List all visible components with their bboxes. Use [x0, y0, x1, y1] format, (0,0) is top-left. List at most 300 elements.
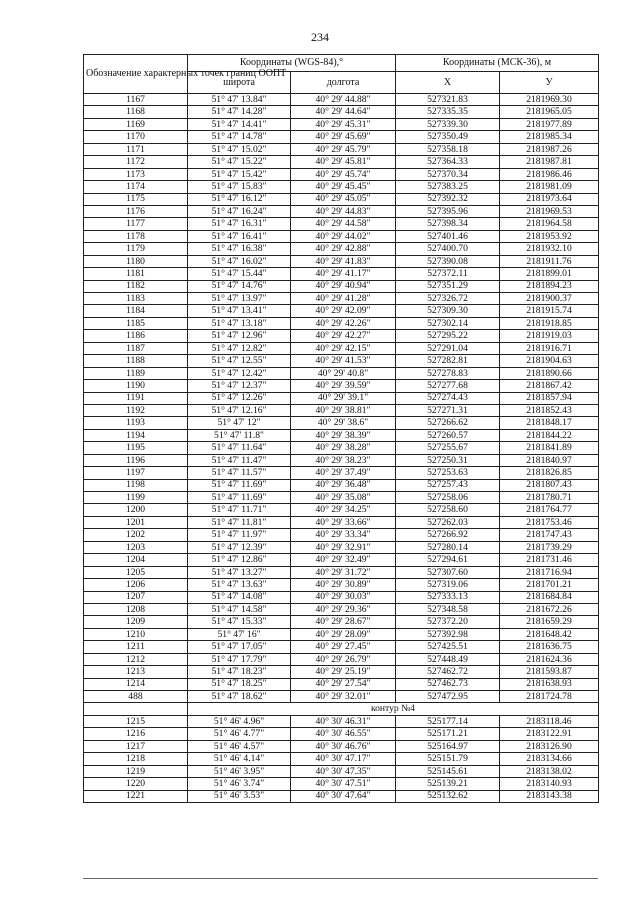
table-row — [84, 591, 599, 603]
point-id-cell: 1197 — [84, 467, 188, 479]
y-cell: 2181659.29 — [500, 616, 599, 628]
coordinates-table — [83, 54, 599, 803]
y-cell: 2181932.10 — [500, 243, 599, 255]
latitude-cell: 51° 47' 11.97" — [188, 529, 291, 541]
table-row — [84, 467, 599, 479]
longitude-cell: 40° 29' 34.25" — [291, 504, 396, 516]
point-id-cell: 1208 — [84, 603, 188, 615]
latitude-cell: 51° 47' 15.02" — [188, 143, 291, 155]
point-id-cell: 1169 — [84, 118, 188, 130]
y-cell: 2181684.84 — [500, 591, 599, 603]
longitude-cell: 40° 29' 39.1" — [291, 392, 396, 404]
table-row — [84, 355, 599, 367]
longitude-cell: 40° 30' 47.17" — [291, 753, 396, 765]
table-row — [84, 790, 599, 802]
table-body — [84, 94, 599, 803]
page-number: 234 — [311, 30, 329, 44]
latitude-cell: 51° 46' 4.77" — [188, 728, 291, 740]
latitude-cell: 51° 47' 13.84" — [188, 94, 291, 106]
y-cell: 2181919.03 — [500, 330, 599, 342]
contour-empty-cell — [84, 703, 188, 715]
point-id-cell: 1191 — [84, 392, 188, 404]
longitude-cell: 40° 29' 45.69" — [291, 131, 396, 143]
x-cell: 527319.06 — [396, 579, 500, 591]
x-cell: 527348.58 — [396, 603, 500, 615]
table-row — [84, 230, 599, 242]
longitude-cell: 40° 29' 45.79" — [291, 143, 396, 155]
table-header — [84, 55, 599, 94]
table-row — [84, 94, 599, 106]
table-row — [84, 653, 599, 665]
table-row — [84, 492, 599, 504]
latitude-cell: 51° 47' 13.18" — [188, 317, 291, 329]
y-cell: 2181848.17 — [500, 417, 599, 429]
table-row — [84, 504, 599, 516]
x-cell: 527321.83 — [396, 94, 500, 106]
y-cell: 2181965.05 — [500, 106, 599, 118]
y-cell: 2181841.89 — [500, 442, 599, 454]
x-cell: 527392.32 — [396, 193, 500, 205]
point-id-cell: 1205 — [84, 566, 188, 578]
header-row-top — [84, 55, 599, 72]
longitude-cell: 40° 29' 30.03" — [291, 591, 396, 603]
point-id-cell: 1196 — [84, 454, 188, 466]
point-id-cell: 1192 — [84, 404, 188, 416]
table-row — [84, 479, 599, 491]
x-cell: 527257.43 — [396, 479, 500, 491]
table-row — [84, 666, 599, 678]
y-cell: 2181780.71 — [500, 492, 599, 504]
x-cell: 527390.08 — [396, 255, 500, 267]
point-id-cell: 1195 — [84, 442, 188, 454]
table-row — [84, 404, 599, 416]
y-cell: 2181987.81 — [500, 156, 599, 168]
x-cell: 525177.14 — [396, 715, 500, 727]
latitude-cell: 51° 47' 18.62" — [188, 691, 291, 703]
table-row — [84, 268, 599, 280]
longitude-cell: 40° 30' 46.76" — [291, 740, 396, 752]
y-cell: 2181747.43 — [500, 529, 599, 541]
table-row — [84, 429, 599, 441]
y-cell: 2181672.26 — [500, 603, 599, 615]
y-cell: 2181840.97 — [500, 454, 599, 466]
latitude-cell: 51° 47' 11.57" — [188, 467, 291, 479]
x-cell: 527253.63 — [396, 467, 500, 479]
table-row — [84, 417, 599, 429]
point-id-cell: 1173 — [84, 168, 188, 180]
y-cell: 2181753.46 — [500, 516, 599, 528]
table-row — [84, 280, 599, 292]
longitude-cell: 40° 29' 44.58" — [291, 218, 396, 230]
x-cell: 525164.97 — [396, 740, 500, 752]
point-id-cell: 1171 — [84, 143, 188, 155]
x-cell: 527462.73 — [396, 678, 500, 690]
latitude-cell: 51° 47' 12.96" — [188, 330, 291, 342]
longitude-cell: 40° 29' 35.08" — [291, 492, 396, 504]
latitude-cell: 51° 47' 16.31" — [188, 218, 291, 230]
y-cell: 2181894.23 — [500, 280, 599, 292]
longitude-cell: 40° 29' 44.02" — [291, 230, 396, 242]
point-id-cell: 1212 — [84, 653, 188, 665]
longitude-cell: 40° 29' 27.45" — [291, 641, 396, 653]
longitude-cell: 40° 29' 40.8" — [291, 367, 396, 379]
latitude-cell: 51° 47' 12.37" — [188, 380, 291, 392]
table-row — [84, 156, 599, 168]
longitude-cell: 40° 29' 31.72" — [291, 566, 396, 578]
longitude-cell: 40° 29' 33.66" — [291, 516, 396, 528]
longitude-cell: 40° 29' 44.64" — [291, 106, 396, 118]
point-id-cell: 1218 — [84, 753, 188, 765]
x-cell: 527258.60 — [396, 504, 500, 516]
point-id-cell: 1194 — [84, 429, 188, 441]
table-row — [84, 193, 599, 205]
point-id-cell: 1168 — [84, 106, 188, 118]
x-cell: 527255.67 — [396, 442, 500, 454]
y-cell: 2181985.34 — [500, 131, 599, 143]
latitude-cell: 51° 47' 13.27" — [188, 566, 291, 578]
table-row — [84, 392, 599, 404]
y-cell: 2181739.29 — [500, 541, 599, 553]
y-cell: 2181764.77 — [500, 504, 599, 516]
point-id-cell: 1211 — [84, 641, 188, 653]
y-cell: 2181857.94 — [500, 392, 599, 404]
y-cell: 2181969.30 — [500, 94, 599, 106]
table-row — [84, 641, 599, 653]
table-row — [84, 143, 599, 155]
msk36-header: Координаты (МСК-36), м — [396, 55, 599, 72]
table-row — [84, 168, 599, 180]
contour-row — [84, 703, 599, 715]
y-header: У — [500, 72, 599, 94]
x-cell: 527333.13 — [396, 591, 500, 603]
y-cell: 2181977.89 — [500, 118, 599, 130]
latitude-cell: 51° 47' 11.69" — [188, 492, 291, 504]
table-row — [84, 205, 599, 217]
y-cell: 2181986.46 — [500, 168, 599, 180]
point-id-cell: 1178 — [84, 230, 188, 242]
latitude-cell: 51° 47' 12.55" — [188, 355, 291, 367]
x-cell: 527401.46 — [396, 230, 500, 242]
table-row — [84, 218, 599, 230]
y-cell: 2181844.22 — [500, 429, 599, 441]
y-cell: 2181724.78 — [500, 691, 599, 703]
x-cell: 527364.33 — [396, 156, 500, 168]
longitude-cell: 40° 29' 42.26" — [291, 317, 396, 329]
point-id-cell: 1182 — [84, 280, 188, 292]
latitude-cell: 51° 47' 11.47" — [188, 454, 291, 466]
latitude-cell: 51° 47' 13.63" — [188, 579, 291, 591]
latitude-cell: 51° 47' 11.71" — [188, 504, 291, 516]
latitude-header: широта — [188, 72, 291, 94]
table-row — [84, 529, 599, 541]
latitude-cell: 51° 47' 16" — [188, 628, 291, 640]
wgs84-header: Координаты (WGS-84),° — [188, 55, 396, 72]
latitude-cell: 51° 47' 14.41" — [188, 118, 291, 130]
table-row — [84, 255, 599, 267]
x-cell: 527274.43 — [396, 392, 500, 404]
point-id-cell: 1181 — [84, 268, 188, 280]
point-id-cell: 1177 — [84, 218, 188, 230]
longitude-cell: 40° 29' 29.36" — [291, 603, 396, 615]
longitude-cell: 40° 29' 42.27" — [291, 330, 396, 342]
y-cell: 2181918.85 — [500, 317, 599, 329]
y-cell: 2181826.85 — [500, 467, 599, 479]
x-cell: 527350.49 — [396, 131, 500, 143]
latitude-cell: 51° 47' 12" — [188, 417, 291, 429]
point-id-cell: 1175 — [84, 193, 188, 205]
point-id-cell: 1193 — [84, 417, 188, 429]
point-id-cell: 1186 — [84, 330, 188, 342]
y-cell: 2183122.91 — [500, 728, 599, 740]
table-row — [84, 181, 599, 193]
point-id-cell: 1215 — [84, 715, 188, 727]
table-row — [84, 616, 599, 628]
x-cell: 525139.21 — [396, 778, 500, 790]
x-cell: 527258.06 — [396, 492, 500, 504]
latitude-cell: 51° 47' 17.05" — [188, 641, 291, 653]
latitude-cell: 51° 47' 14.78" — [188, 131, 291, 143]
longitude-cell: 40° 29' 33.34" — [291, 529, 396, 541]
point-id-cell: 1176 — [84, 205, 188, 217]
longitude-cell: 40° 30' 47.51" — [291, 778, 396, 790]
latitude-cell: 51° 47' 12.86" — [188, 554, 291, 566]
longitude-cell: 40° 29' 45.31" — [291, 118, 396, 130]
longitude-cell: 40° 29' 45.74" — [291, 168, 396, 180]
point-id-cell: 1190 — [84, 380, 188, 392]
latitude-cell: 51° 47' 12.42" — [188, 367, 291, 379]
table-row — [84, 554, 599, 566]
y-cell: 2181636.75 — [500, 641, 599, 653]
y-cell: 2181648.42 — [500, 628, 599, 640]
longitude-cell: 40° 29' 42.88" — [291, 243, 396, 255]
latitude-cell: 51° 46' 3.53" — [188, 790, 291, 802]
point-id-cell: 1219 — [84, 765, 188, 777]
x-header: X — [396, 72, 500, 94]
latitude-cell: 51° 47' 14.76" — [188, 280, 291, 292]
latitude-cell: 51° 47' 16.02" — [188, 255, 291, 267]
designation-header: Обозначение характерных точек границ ООПТ — [84, 55, 188, 94]
latitude-cell: 51° 47' 13.97" — [188, 293, 291, 305]
x-cell: 527291.04 — [396, 342, 500, 354]
table-row — [84, 367, 599, 379]
longitude-cell: 40° 29' 32.49" — [291, 554, 396, 566]
y-cell: 2181716.94 — [500, 566, 599, 578]
point-id-cell: 1200 — [84, 504, 188, 516]
longitude-cell: 40° 30' 46.31" — [291, 715, 396, 727]
table-row — [84, 678, 599, 690]
latitude-cell: 51° 47' 16.24" — [188, 205, 291, 217]
y-cell: 2181624.36 — [500, 653, 599, 665]
y-cell: 2181964.58 — [500, 218, 599, 230]
x-cell: 527462.72 — [396, 666, 500, 678]
point-id-cell: 1185 — [84, 317, 188, 329]
table-row — [84, 728, 599, 740]
contour-label: контур №4 — [188, 703, 599, 715]
point-id-cell: 1180 — [84, 255, 188, 267]
longitude-cell: 40° 29' 45.81" — [291, 156, 396, 168]
x-cell: 527398.34 — [396, 218, 500, 230]
x-cell: 527448.49 — [396, 653, 500, 665]
x-cell: 527295.22 — [396, 330, 500, 342]
x-cell: 527280.14 — [396, 541, 500, 553]
x-cell: 527383.25 — [396, 181, 500, 193]
latitude-cell: 51° 46' 3.74" — [188, 778, 291, 790]
y-cell: 2181973.64 — [500, 193, 599, 205]
table-row — [84, 442, 599, 454]
longitude-cell: 40° 29' 25.19" — [291, 666, 396, 678]
x-cell: 525171.21 — [396, 728, 500, 740]
table-row — [84, 566, 599, 578]
y-cell: 2181916.71 — [500, 342, 599, 354]
x-cell: 527425.51 — [396, 641, 500, 653]
latitude-cell: 51° 47' 16.12" — [188, 193, 291, 205]
x-cell: 527262.03 — [396, 516, 500, 528]
y-cell: 2181807.43 — [500, 479, 599, 491]
x-cell: 527335.35 — [396, 106, 500, 118]
table-row — [84, 778, 599, 790]
point-id-cell: 1206 — [84, 579, 188, 591]
x-cell: 527307.60 — [396, 566, 500, 578]
longitude-cell: 40° 29' 38.23" — [291, 454, 396, 466]
point-id-cell: 1214 — [84, 678, 188, 690]
y-cell: 2181638.93 — [500, 678, 599, 690]
longitude-cell: 40° 29' 27.54" — [291, 678, 396, 690]
point-id-cell: 1204 — [84, 554, 188, 566]
table-row — [84, 541, 599, 553]
point-id-cell: 1170 — [84, 131, 188, 143]
x-cell: 527271.31 — [396, 404, 500, 416]
x-cell: 527351.29 — [396, 280, 500, 292]
longitude-cell: 40° 29' 36.48" — [291, 479, 396, 491]
table-row — [84, 603, 599, 615]
table-row — [84, 628, 599, 640]
x-cell: 527339.30 — [396, 118, 500, 130]
x-cell: 525132.62 — [396, 790, 500, 802]
x-cell: 527358.18 — [396, 143, 500, 155]
y-cell: 2183140.93 — [500, 778, 599, 790]
longitude-cell: 40° 29' 45.45" — [291, 181, 396, 193]
latitude-cell: 51° 47' 13.41" — [188, 305, 291, 317]
y-cell: 2181890.66 — [500, 367, 599, 379]
x-cell: 525145.61 — [396, 765, 500, 777]
point-id-cell: 1221 — [84, 790, 188, 802]
y-cell: 2181911.76 — [500, 255, 599, 267]
point-id-cell: 1172 — [84, 156, 188, 168]
point-id-cell: 1201 — [84, 516, 188, 528]
y-cell: 2181852.43 — [500, 404, 599, 416]
point-id-cell: 1187 — [84, 342, 188, 354]
y-cell: 2181904.63 — [500, 355, 599, 367]
latitude-cell: 51° 46' 3.95" — [188, 765, 291, 777]
table-row — [84, 579, 599, 591]
table-row — [84, 715, 599, 727]
point-id-cell: 1189 — [84, 367, 188, 379]
latitude-cell: 51° 46' 4.57" — [188, 740, 291, 752]
y-cell: 2181867.42 — [500, 380, 599, 392]
latitude-cell: 51° 46' 4.96" — [188, 715, 291, 727]
longitude-cell: 40° 29' 28.09" — [291, 628, 396, 640]
point-id-cell: 1203 — [84, 541, 188, 553]
longitude-cell: 40° 30' 47.64" — [291, 790, 396, 802]
point-id-cell: 1202 — [84, 529, 188, 541]
table-row — [84, 305, 599, 317]
x-cell: 527266.92 — [396, 529, 500, 541]
y-cell: 2181731.46 — [500, 554, 599, 566]
latitude-cell: 51° 47' 15.22" — [188, 156, 291, 168]
longitude-cell: 40° 29' 41.83" — [291, 255, 396, 267]
longitude-cell: 40° 29' 39.59" — [291, 380, 396, 392]
latitude-cell: 51° 47' 15.83" — [188, 181, 291, 193]
y-cell: 2181987.26 — [500, 143, 599, 155]
latitude-cell: 51° 47' 12.82" — [188, 342, 291, 354]
latitude-cell: 51° 47' 12.16" — [188, 404, 291, 416]
table-row — [84, 342, 599, 354]
point-id-cell: 1209 — [84, 616, 188, 628]
table-row — [84, 118, 599, 130]
table-row — [84, 131, 599, 143]
x-cell: 527370.34 — [396, 168, 500, 180]
table-row — [84, 380, 599, 392]
y-cell: 2183134.66 — [500, 753, 599, 765]
y-cell: 2181953.92 — [500, 230, 599, 242]
point-id-cell: 1183 — [84, 293, 188, 305]
y-cell: 2181900.37 — [500, 293, 599, 305]
longitude-cell: 40° 29' 45.05" — [291, 193, 396, 205]
x-cell: 527309.30 — [396, 305, 500, 317]
table-row — [84, 516, 599, 528]
y-cell: 2181701.21 — [500, 579, 599, 591]
y-cell: 2181915.74 — [500, 305, 599, 317]
longitude-cell: 40° 29' 44.83" — [291, 205, 396, 217]
latitude-cell: 51° 47' 15.33" — [188, 616, 291, 628]
y-cell: 2181899.01 — [500, 268, 599, 280]
point-id-cell: 1179 — [84, 243, 188, 255]
point-id-cell: 1188 — [84, 355, 188, 367]
latitude-cell: 51° 47' 16.41" — [188, 230, 291, 242]
table-row — [84, 330, 599, 342]
x-cell: 527395.96 — [396, 205, 500, 217]
table-row — [84, 243, 599, 255]
y-cell: 2183118.46 — [500, 715, 599, 727]
x-cell: 525151.79 — [396, 753, 500, 765]
latitude-cell: 51° 47' 17.79" — [188, 653, 291, 665]
point-id-cell: 1199 — [84, 492, 188, 504]
x-cell: 527266.62 — [396, 417, 500, 429]
point-id-cell: 1213 — [84, 666, 188, 678]
latitude-cell: 51° 47' 14.08" — [188, 591, 291, 603]
x-cell: 527400.70 — [396, 243, 500, 255]
table-row — [84, 293, 599, 305]
latitude-cell: 51° 47' 16.38" — [188, 243, 291, 255]
point-id-cell: 1174 — [84, 181, 188, 193]
latitude-cell: 51° 47' 15.42" — [188, 168, 291, 180]
y-cell: 2181593.87 — [500, 666, 599, 678]
x-cell: 527372.11 — [396, 268, 500, 280]
latitude-cell: 51° 47' 11.81" — [188, 516, 291, 528]
point-id-cell: 1184 — [84, 305, 188, 317]
longitude-cell: 40° 29' 38.39" — [291, 429, 396, 441]
latitude-cell: 51° 47' 14.58" — [188, 603, 291, 615]
x-cell: 527250.31 — [396, 454, 500, 466]
x-cell: 527392.98 — [396, 628, 500, 640]
latitude-cell: 51° 47' 11.8" — [188, 429, 291, 441]
longitude-cell: 40° 29' 26.79" — [291, 653, 396, 665]
x-cell: 527278.83 — [396, 367, 500, 379]
longitude-header: долгота — [291, 72, 396, 94]
x-cell: 527472.95 — [396, 691, 500, 703]
longitude-cell: 40° 29' 28.67" — [291, 616, 396, 628]
longitude-cell: 40° 29' 32.01" — [291, 691, 396, 703]
